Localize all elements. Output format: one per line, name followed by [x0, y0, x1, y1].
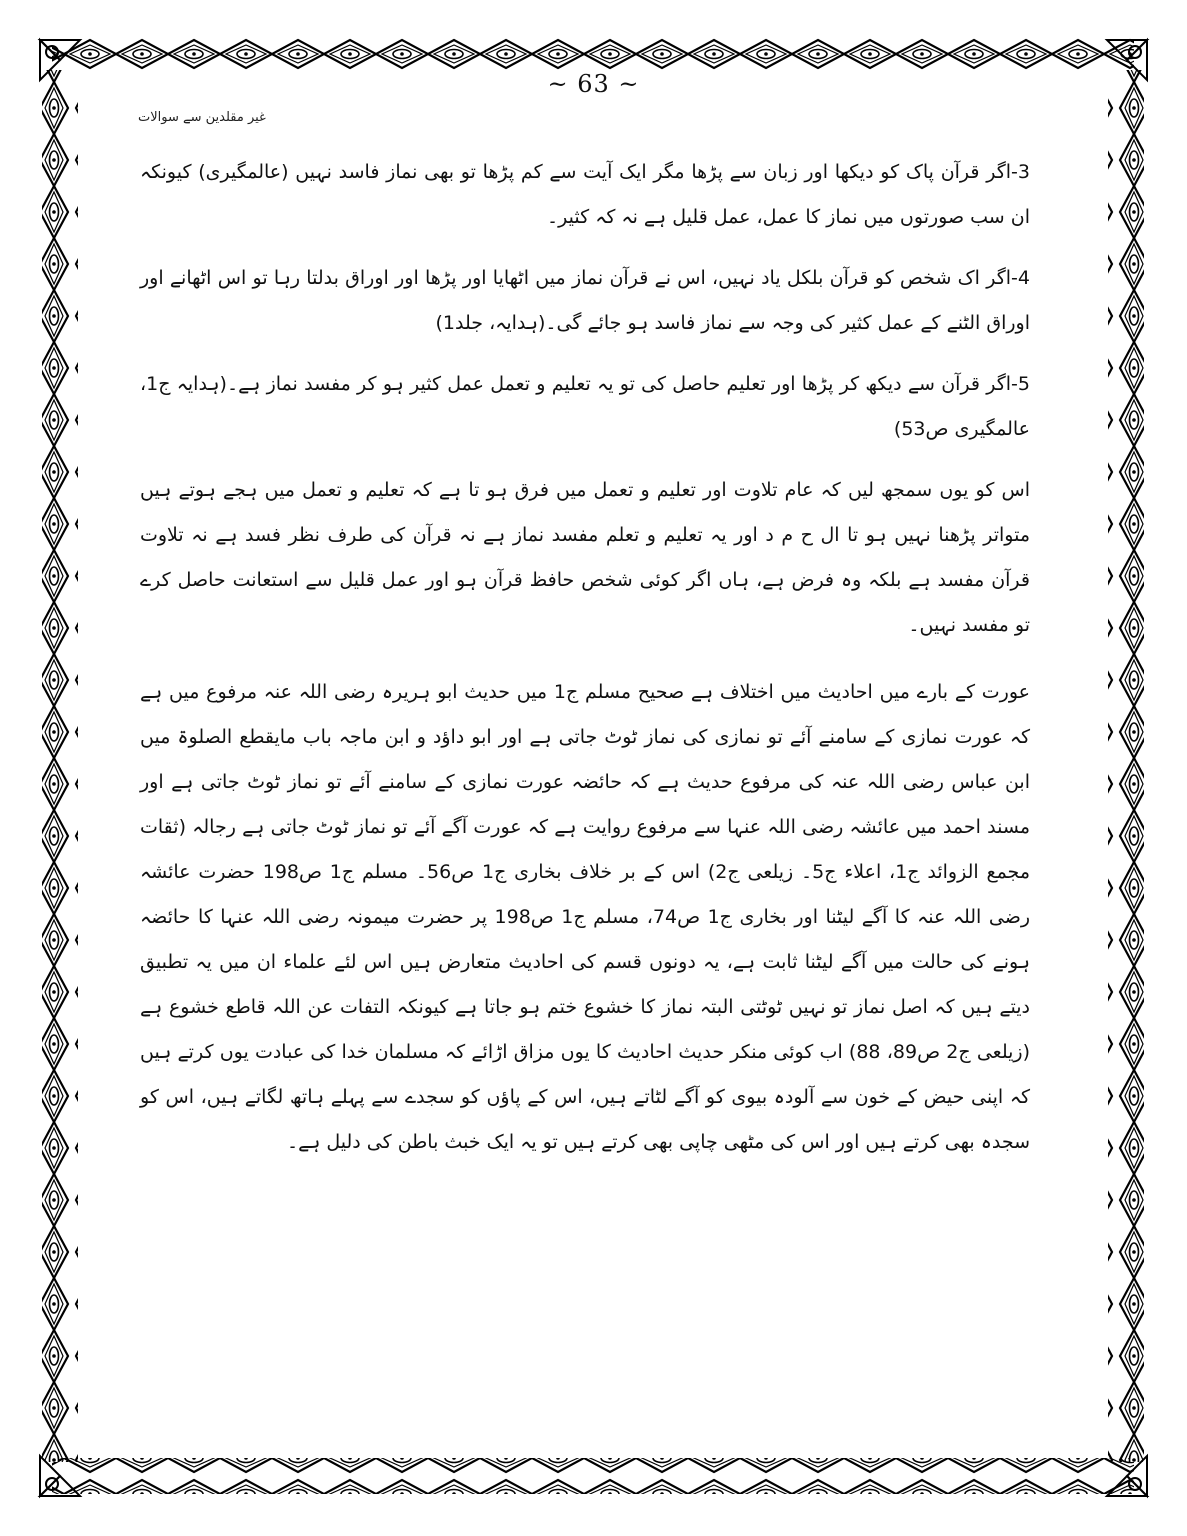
paragraph-explanation: اس کو یوں سمجھ لیں کہ عام تلاوت اور تعلیم و تعمل میں فرق ہو تا ہے کہ تعلیم و تعمل میں ہجے ہوتے ہیں متواتر پڑھنا نہیں ہو تا ال ح م د اور یہ تعلیم و تعلم مفسد نماز ہے نہ قرآن کی طرف نظر فسد ہے نہ تلاوت قرآن مفسد ہے بلکہ وہ فرض ہے، ہاں اگر کوئی شخص حافظ قرآن ہو اور عمل قلیل سے استعانت حاصل کرے تو مفسد نہیں۔: [140, 479, 1030, 636]
page-number: ~ 63 ~: [547, 70, 640, 98]
paragraph-point-4: 4-اگر اک شخص کو قرآن بلکل یاد نہیں، اس نے قرآن نماز میں اٹھایا اور پڑھا اور اوراق بدلتا رہا تو اس اٹھانے اور اوراق الٹنے کے عمل کثیر کی وجہ سے نماز فاسد ہو جائے گی۔(ہدایہ، جلد1): [140, 267, 1030, 334]
running-head: غیر مقلدین سے سوالات: [138, 110, 266, 125]
paragraph-point-3: 3-اگر قرآن پاک کو دیکھا اور زبان سے پڑھا مگر ایک آیت سے کم پڑھا تو بھی نماز فاسد نہیں (عالمگیری) کیونکہ ان سب صورتوں میں نماز کا عمل، عمل قلیل ہے نہ کہ کثیر۔: [140, 161, 1030, 228]
paragraph-woman-hadith: عورت کے بارے میں احادیث میں اختلاف ہے صحیح مسلم ج1 میں حدیث ابو ہریرہ رضی اللہ عنہ مرفوع میں ہے کہ عورت نمازی کے سامنے آئے تو نمازی کی نماز ٹوٹ جاتی ہے اور ابو داؤد و ابن ماجہ باب مایقطع الصلوۃ میں ابن عباس رضی اللہ عنہ کی مرفوع حدیث ہے کہ حائضہ عورت نمازی کے سامنے آئے تو نماز ٹوٹ جاتی ہے اور مسند احمد میں عائشہ رضی اللہ عنہا سے مرفوع روایت ہے کہ عورت آگے آئے تو نماز ٹوٹ جاتی ہے رجالہ (ثقات مجمع الزوائد ج1، اعلاء ج5۔ زیلعی ج2) اس کے بر خلاف بخاری ج1 ص56۔ مسلم ج1 ص198 حضرت عائشہ رضی اللہ عنہ کا آگے لیٹنا اور بخاری ج1 ص74، مسلم ج1 ص198 پر حضرت میمونہ رضی اللہ عنہا کا حائضہ ہونے کی حالت میں آگے لیٹنا ثابت ہے، یہ دونوں قسم کی احادیث متعارض ہیں اس لئے علماء ان میں یہ تطبیق دیتے ہیں کہ اصل نماز تو نہیں ٹوٹتی البتہ نماز کا خشوع ختم ہو جاتا ہے کیونکہ التفات عن اللہ قاطع خشوع ہے (زیلعی ج2 ص89، 88) اب کوئی منکر حدیث احادیث کا یوں مزاق اڑائے کہ مسلمان خدا کی عبادت یوں کرتے ہیں کہ اپنی حیض کے خون سے آلودہ بیوی کو آگے لٹاتے ہیں، اس کے پاؤں کو سجدے سے پہلے ہاتھ لگاتے ہیں، اس کو سجدہ بھی کرتے ہیں اور اس کی مٹھی چاپی بھی کرتے ہیں تو یہ ایک خبث باطن کی دلیل ہے۔: [140, 681, 1030, 1153]
page-body: [140, 150, 1030, 1187]
paragraph-point-5: 5-اگر قرآن سے دیکھ کر پڑھا اور تعلیم حاصل کی تو یہ تعلیم و تعمل عمل کثیر ہو کر مفسد نماز ہے۔(ہدایہ ج1، عالمگیری ص53): [140, 373, 1030, 440]
